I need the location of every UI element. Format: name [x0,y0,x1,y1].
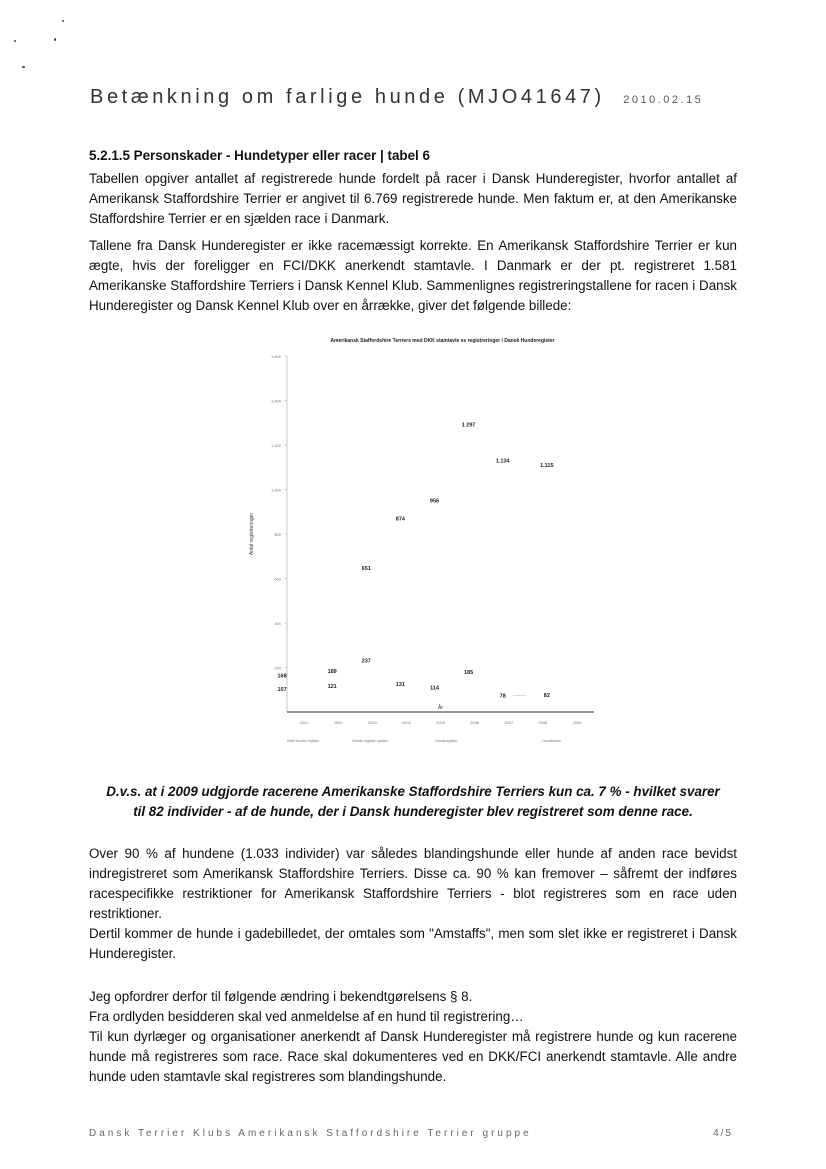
chart-title: Amerikansk Staffordshire Terriers med DKK stamtavle vs registreringer i Dansk Hunderegister [330,338,555,344]
x-tick-label: 2009 [572,720,582,725]
y-tick-label: 1.400 [270,398,281,404]
y-tick-label: 1.600 [270,354,281,359]
y-tick-label: 1.000 [270,487,281,493]
main-content [89,146,737,1094]
registration-chart [89,332,737,768]
x-tick-label: 2006 [470,720,480,725]
document-title: Betænkning om farlige hunde (MJO41647) [90,86,605,108]
document-date: 2010.02.15 [623,94,704,106]
scan-speck [14,40,16,42]
data-label: 121 [327,684,337,691]
x-tick-label: 2008 [538,720,548,725]
footer-text: Dansk Terrier Klubs Amerikansk Staffordshire Terrier gruppe [89,1128,532,1139]
data-label: 168 [277,673,287,680]
spacer [89,971,737,987]
data-label: 1.134 [495,458,510,465]
paragraph: Fra ordlyden besidderen skal ved anmeldelse af en hund til registrering… [89,1009,524,1024]
y-tick-label: 800 [274,532,281,537]
y-axis-label: Antal registreringer [249,512,255,556]
y-tick-label: 1.200 [270,443,281,448]
data-label: 1 297 [461,422,476,429]
x-tick-label: 2001 [299,720,309,725]
annotation-text: Hunde-register opstart [352,739,388,743]
x-tick-label: 2004 [401,720,411,725]
paragraph: Tallene fra Dansk Hunderegister er ikke racemæssigt korrekte. En Amerikansk Staffordshire Terrier er kun ægte, hvis der foreligger en FCI/DKK anerkendt stamtavle. I Danmark er der pt. registreret 1.581 Amerikanske Staffordshire Terriers i Dansk Kennel Klub. Sammenlignes registreringstallene for racen i Dansk Hunderegister og Dansk Kennel Klub over en årrække, giver det følgende billede: [89,238,737,313]
annotation-text: Hunderegister [435,739,458,743]
data-label: 1.115 [540,462,554,469]
y-tick-label: 600 [274,576,281,582]
y-tick-label: 400 [274,621,281,626]
x-tick-label: 2003 [367,720,377,725]
data-label: 189 [327,668,337,675]
x-tick-label: 2002 [333,720,343,725]
x-axis-label: År [438,705,443,711]
data-label: 107 [277,687,287,694]
x-tick-label: 2005 [436,720,445,725]
page-footer [89,1128,739,1139]
data-label: 956 [429,498,440,505]
paragraph: Til kun dyrlæger og organisationer anerkendt af Dansk Hunderegister må registrere hunde og kun racerene hunde må registreres som race. Race skal dokumenteres ved en DKK/FCI anerkendt stamtavle. Alle andre hunde uden stamtavle skal registreres som blandingshunde. [89,1029,737,1084]
data-label: 874 [395,516,405,523]
section-heading: 5.2.1.5 Personskader - Hundetyper eller racer | tabel 6 [89,148,430,163]
data-label: 651 [361,566,371,573]
paragraph: Dertil kommer de hunde i gadebilledet, der omtales som "Amstaffs", men som slet ikke er registreret i Dansk Hunderegister. [89,926,737,961]
paragraph: Over 90 % af hundene (1.033 individer) var således blandingshunde eller hunde af anden race bevidst indregistreret som Amerikansk Staffordshire Terriers. Disse ca. 90 % kan fremover – såfremt der indføres racespecifikke restriktioner for Amerikansk Staffordshire Terriers - blot registreres som en race uden restriktioner. [89,846,737,921]
paragraph: Tabellen opgiver antallet af registrerede hunde fordelt på racer i Dansk Hunderegister, hvorfor antallet af Amerikansk Staffordshire Terrier er angivet til 6.769 registrerede hunde. Men faktum er, at den Amerikanske Staffordshire Terrier er en sjælden race i Danmark. [89,171,737,226]
y-tick-label: 200 [274,665,281,671]
data-label: 114 [430,685,439,692]
data-label: 82 [543,692,550,699]
chart-svg [89,332,737,768]
scan-speck [22,66,25,68]
conclusion-text: D.v.s. at i 2009 udgjorde racerene Amerikanske Staffordshire Terriers kun ca. 7 % - hvilket svarer til 82 individer - af de hunde, der i Dansk hunderegister blev registreret som denne race. [106,784,720,819]
scan-speck [54,38,56,41]
paragraph: Jeg opfordrer derfor til følgende ændring i bekendtgørelsens § 8. [89,989,473,1004]
data-label: 185 [464,669,474,676]
annotation-text: Hundeloven [542,739,562,743]
data-label: 131 [395,681,405,688]
annotation-text: Indtil Hunde-register [287,739,320,743]
data-label: 237 [361,658,371,665]
data-label: 78 [499,693,506,700]
x-tick-label: 2007 [504,720,514,725]
scan-speck [62,20,64,22]
page-number: 4/5 [713,1128,733,1139]
page-header [90,86,750,109]
